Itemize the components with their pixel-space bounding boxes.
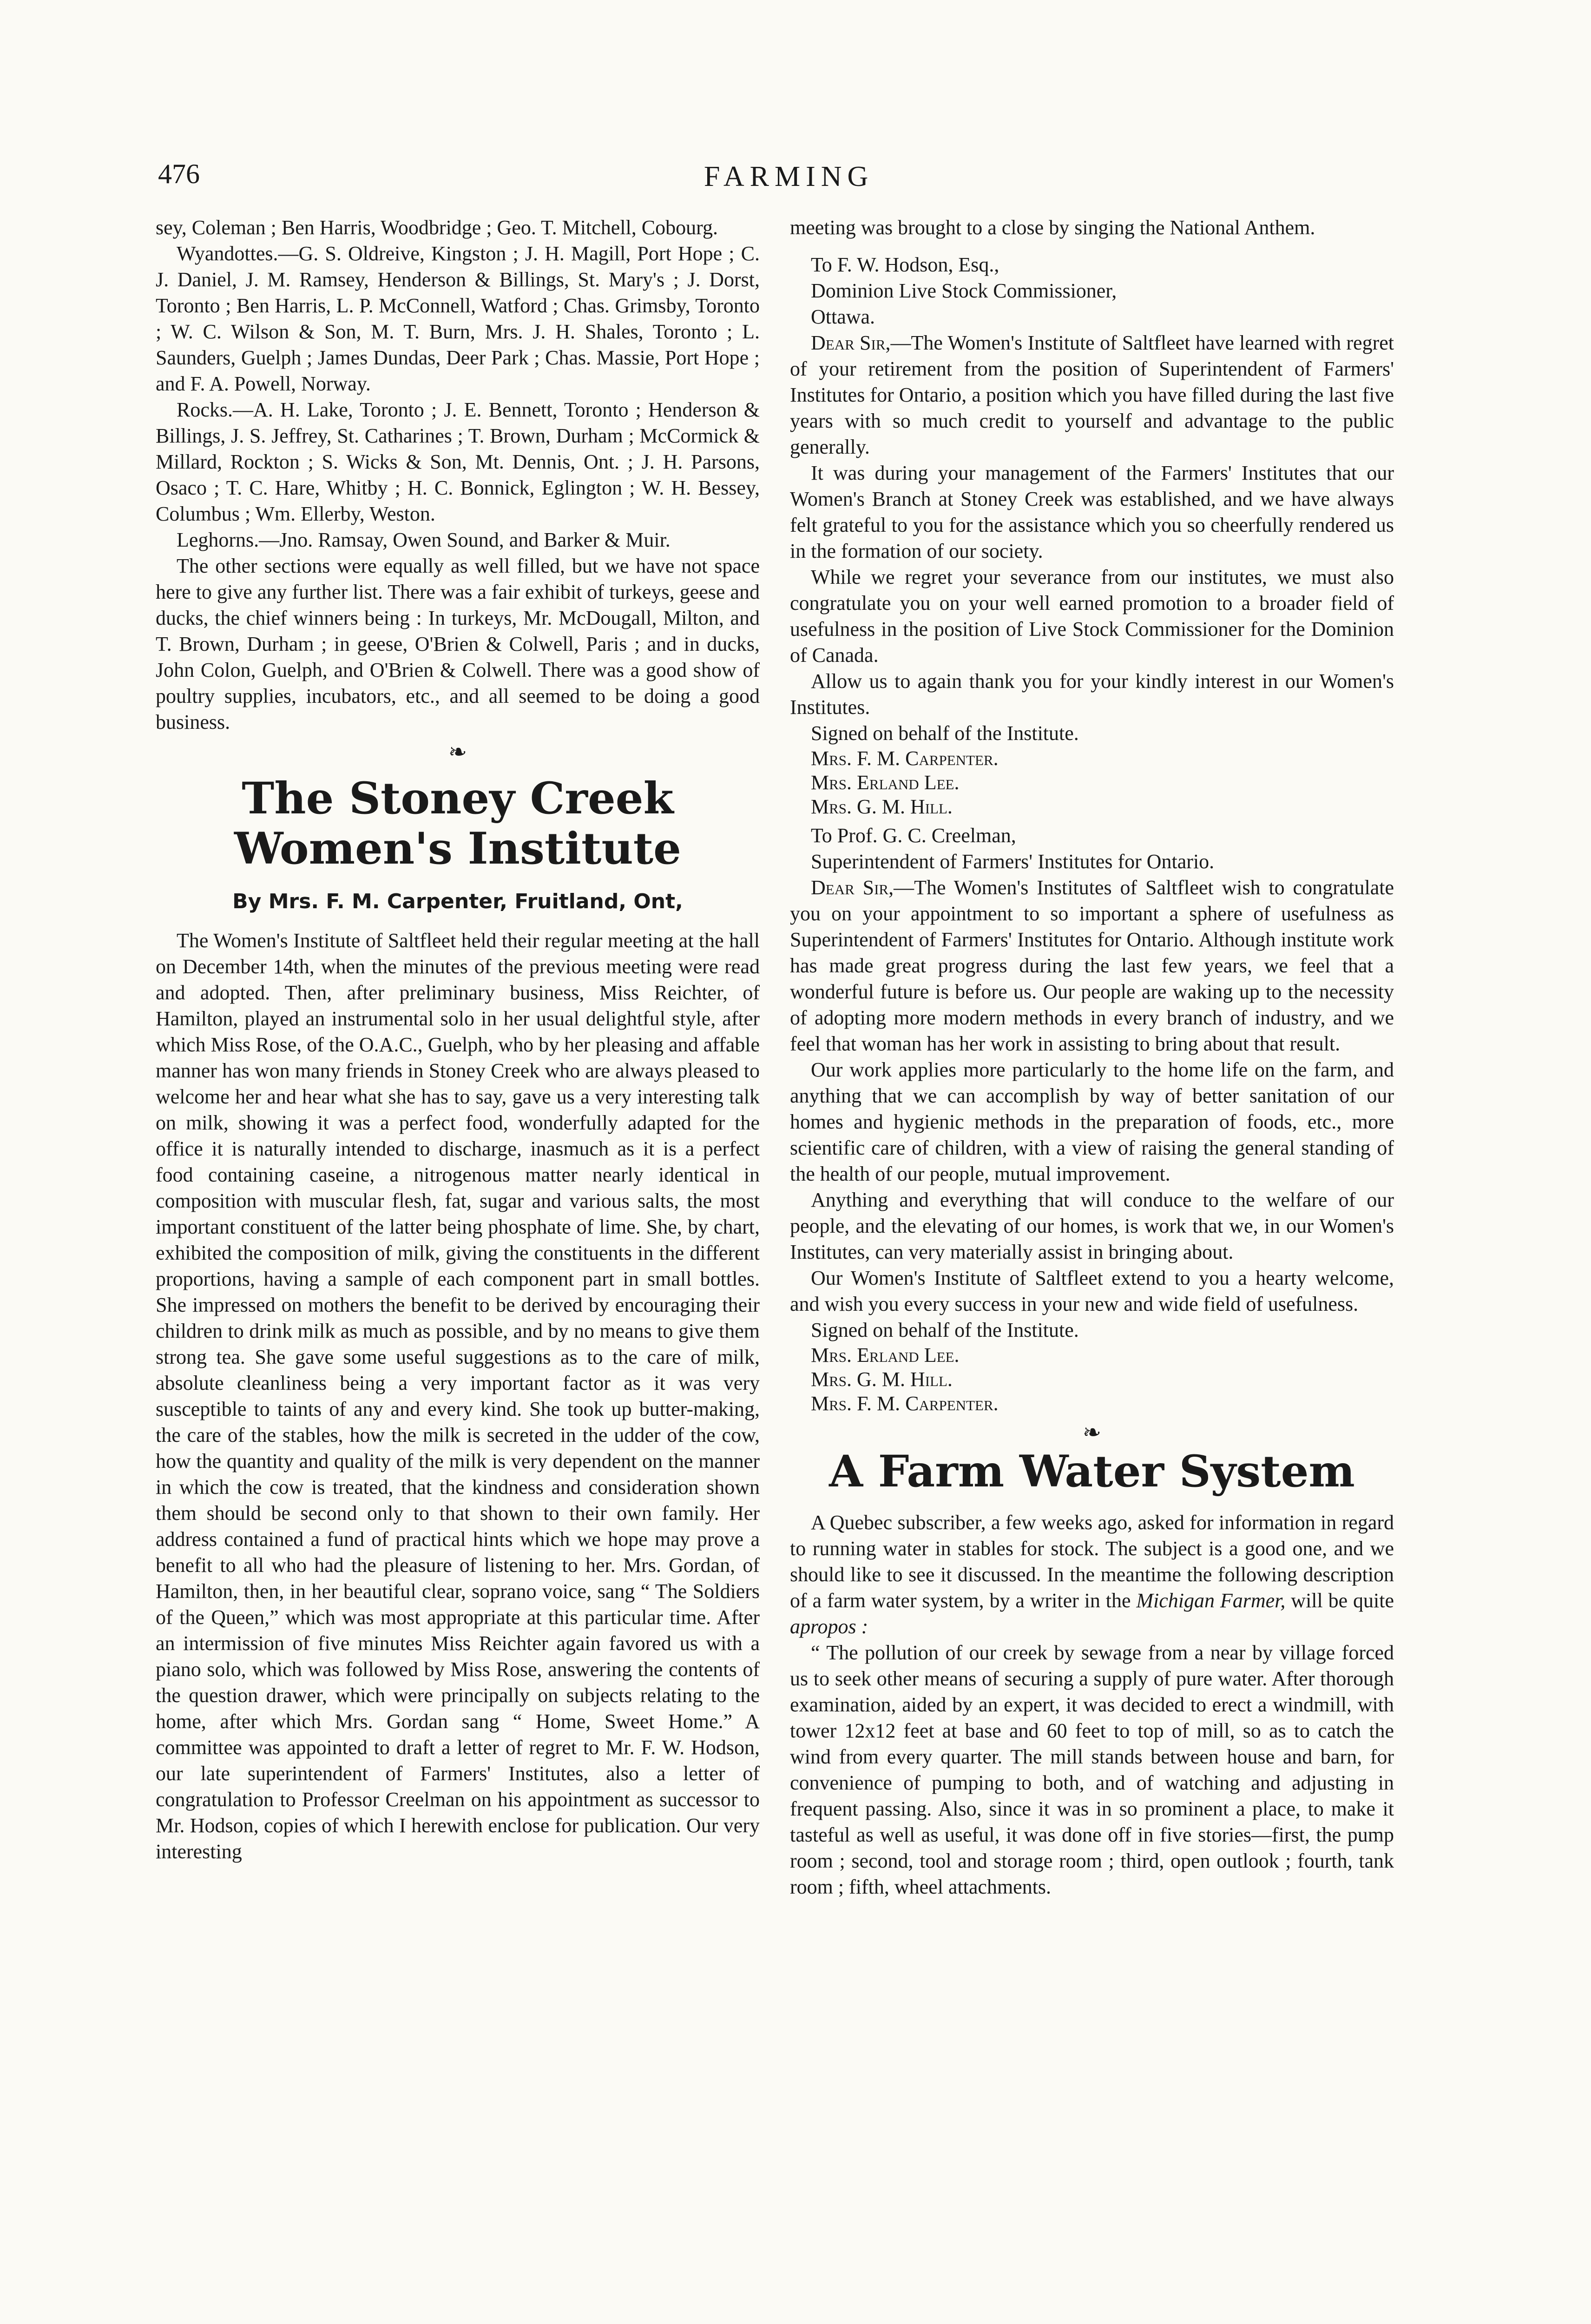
article2-title: A Farm Water System xyxy=(829,1446,1355,1497)
letter-paragraph: Our Women's Institute of Saltfleet extend to you a hearty welcome, and wish you every success in your new and wide field of usefulness. xyxy=(790,1267,1394,1315)
list-paragraph: Leghorns.—Jno. Ramsay, Owen Sound, and Barker & Muir. xyxy=(177,528,671,551)
signature: Mrs. F. M. Carpenter. xyxy=(811,1392,999,1415)
article2-quote: “ The pollution of our creek by sewage from a near by village forced us to seek other means of securing a supply of pure water. After thorough examination, aided by an expert, it was decided to erect a windmill, with tower 12x12 feet at base and 60 feet to top of mill, so as to catch the wind from every quarter. The mill stands between house and barn, for convenience of pumping to both, and of watching and adjusting in frequent passing. Also, since it was in so prominent a place, to make it tasteful as well as useful, it was done off in five stories—first, the pump room ; second, tool and storage room ; third, open outlook ; fourth, tank room ; fifth, wheel attachments. xyxy=(790,1641,1394,1898)
letter-paragraph: Anything and everything that will conduce to the welfare of our people, and the elevating of our homes, is work that we, in our Women's Institutes, can very materially assist in bringing about. xyxy=(790,1188,1394,1263)
ornament-icon: ❧ xyxy=(1082,1420,1102,1445)
list-paragraph: Rocks.—A. H. Lake, Toronto ; J. E. Bennett, Toronto ; Henderson & Billings, J. S. Jeffrey, St. Catharines ; T. Brown, Durham ; McCormick & Millard, Rockton ; S. Wicks & Son, Mt. Dennis, Ont. ; J. H. Parsons, Osaco ; T. C. Hare, Whitby ; H. C. Bonnick, Eglington ; W. H. Bessey, Columbus ; Wm. Ellerby, Weston. xyxy=(156,398,760,525)
page-number: 476 xyxy=(158,158,200,189)
intro-text: will be quite xyxy=(1285,1589,1394,1612)
article-body: The Women's Institute of Saltfleet held their regular meeting at the hall on December 14th, when the minutes of the previous meeting were read and adopted. Then, after preliminary business, Miss Reichter, of Hamilton, played an instrumental solo in her usual delightful style, after which Miss Rose, of the O.A.C., Guelph, who by her pleasing and affable manner has won many friends in Stoney Creek who are always pleased to welcome her and hear what she has to say, gave us a very interesting talk on milk, showing it was a perfect food, wonderfully adapted for the office it is naturally intended to discharge, inasmuch as it is a perfect food containing caseine, a nitrogenous matter nearly identical in composition with muscular flesh, fat, sugar and various salts, the most important constituent of the latter being phosphate of lime. She, by chart, exhibited the composition of milk, giving the constituents in the different proportions, having a sample of each component part in small bottles. She impressed on mothers the benefit to be derived by encouraging their children to drink milk as much as possible, and by no means to give them strong tea. She gave some useful suggestions as to the care of milk, absolute cleanliness being a very important factor as it was very susceptible to taints of any and every kind. She took up butter-making, the care of the stables, how the milk is secreted in the udder of the cow, how the quantity and quality of the milk is very dependent on the manner in which the cow is treated, that the kindness and consideration shown them should be second only to that shown to their own family. Her address contained a fund of practical hints which we hope may prove a benefit to all who had the pleasure of listening to her. Mrs. Gordan, of Hamilton, then, in her beautiful clear, soprano voice, sang “ The Soldiers of the Queen,” which was most appropriate at this particular time. After an intermission of five minutes Miss Reichter again favored us with a piano solo, which was followed by Miss Rose, answering the contents of the question drawer, which were principally on subjects relating to the home, after which Mrs. Gordan sang “ Home, Sweet Home.” A committee was appointed to draft a letter of regret to Mr. F. W. Hodson, our late superintendent of Farmers' Institutes, also a letter of congratulation to Professor Creelman on his appointment as successor to Mr. Hodson, copies of which I herewith enclose for publication. Our very interesting xyxy=(156,929,760,1863)
letter-text: —The Women's Institute of Saltfleet have learned with regret of your retirement from the position of Superintendent of Farmers' Institutes for Ontario, a position which you have filled during the last five years with so much credit to yourself and advantage to the public generally. xyxy=(790,331,1394,458)
list-paragraph: Wyandottes.—G. S. Oldreive, Kingston ; J. H. Magill, Port Hope ; C. J. Daniel, J. M. Ramsey, Henderson & Billings, St. Mary's ; J. Dorst, Toronto ; Ben Harris, L. P. McConnell, Watford ; Chas. Grimsby, Toronto ; W. C. Wilson & Son, M. T. Burn, Mrs. J. H. Shales, Toronto ; L. Saunders, Guelph ; James Dundas, Deer Park ; Chas. Massie, Port Hope ; and F. A. Powell, Norway. xyxy=(156,242,760,395)
letter-paragraph: Our work applies more particularly to the home life on the farm, and anything that we can accomplish by way of better sanitation of our homes and hygienic methods in the preparation of foods, etc., more scientific care of children, with a view of raising the general standing of the health of our people, mutual improvement. xyxy=(790,1058,1394,1185)
letter-paragraph: Signed on behalf of the Institute. xyxy=(811,1319,1079,1341)
letter-paragraph xyxy=(790,330,1394,460)
left-column xyxy=(156,215,760,1865)
list-paragraph: The other sections were equally as well filled, but we have not space here to give any further list. There was a fair exhibit of turkeys, geese and ducks, the chief winners being : In turkeys, Mr. McDougall, Milton, and T. Brown, Durham ; in geese, O'Brien & Colwell, Paris ; and in ducks, John Colon, Guelph, and O'Brien & Colwell. There was a good show of poultry supplies, incubators, etc., and all seemed to be doing a good business. xyxy=(156,555,760,733)
apropos-text: apropos : xyxy=(790,1615,868,1638)
letter-recipient: To F. W. Hodson, Esq., xyxy=(811,253,999,276)
letter-recipient-title: Superintendent of Farmers' Institutes for Ontario. xyxy=(811,850,1215,873)
signature: Mrs. Erland Lee. xyxy=(811,1344,960,1367)
continuation-text: meeting was brought to a close by singing the National Anthem. xyxy=(790,216,1315,239)
article-title: The Stoney Creek Women's Institute xyxy=(234,773,681,874)
intro-text: A Quebec subscriber, a few weeks ago, asked for information in regard to running water in stables for stock. The subject is a good one, and we should like to see it discussed. In the meantime the following description of a farm water system, by a writer in the xyxy=(790,1511,1394,1612)
list-paragraph: sey, Coleman ; Ben Harris, Woodbridge ; Geo. T. Mitchell, Cobourg. xyxy=(156,216,718,239)
source-name: Michigan Farmer, xyxy=(1136,1589,1286,1612)
article-byline: By Mrs. F. M. Carpenter, Fruitland, Ont, xyxy=(232,890,683,913)
letter-text: —The Women's Institutes of Saltfleet wish to congratulate you on your appointment to so important a sphere of usefulness as Superintendent of Farmers' Institutes for Ontario. Although institute work has made great progress during the last few years, we feel that a wonderful future is before us. Our people are waking up to the necessity of adopting more modern methods in every branch of industry, and we feel that woman has her work in assisting to bring about that result. xyxy=(790,876,1394,1055)
signature: Mrs. G. M. Hill. xyxy=(811,1368,953,1391)
letter-paragraph xyxy=(790,875,1394,1057)
letter-paragraph: While we regret your severance from our institutes, we must also congratulate you on your well earned promotion to a broader field of usefulness in the position of Live Stock Commissioner for the Dominion of Canada. xyxy=(790,566,1394,667)
signature: Mrs. G. M. Hill. xyxy=(811,795,953,818)
letter-paragraph: It was during your management of the Farmers' Institutes that our Women's Branch at Stoney Creek was established, and we have always felt grateful to you for the assistance which you so cheerfully rendered us in the formation of our society. xyxy=(790,462,1394,562)
letter-recipient: To Prof. G. C. Creelman, xyxy=(811,824,1016,847)
signature: Mrs. F. M. Carpenter. xyxy=(811,747,999,770)
right-column xyxy=(790,215,1394,1900)
letter-recipient-place: Ottawa. xyxy=(811,305,875,328)
letter-paragraph: Signed on behalf of the Institute. xyxy=(811,722,1079,745)
article2-intro xyxy=(790,1510,1394,1640)
salutation: Dear Sir, xyxy=(811,876,894,899)
salutation: Dear Sir, xyxy=(811,331,891,354)
letter-paragraph: Allow us to again thank you for your kindly interest in our Women's Institutes. xyxy=(790,670,1394,719)
letter-recipient-title: Dominion Live Stock Commissioner, xyxy=(811,279,1117,302)
ornament-icon: ❧ xyxy=(448,740,467,765)
signature: Mrs. Erland Lee. xyxy=(811,771,960,794)
running-head: FARMING xyxy=(704,161,874,192)
